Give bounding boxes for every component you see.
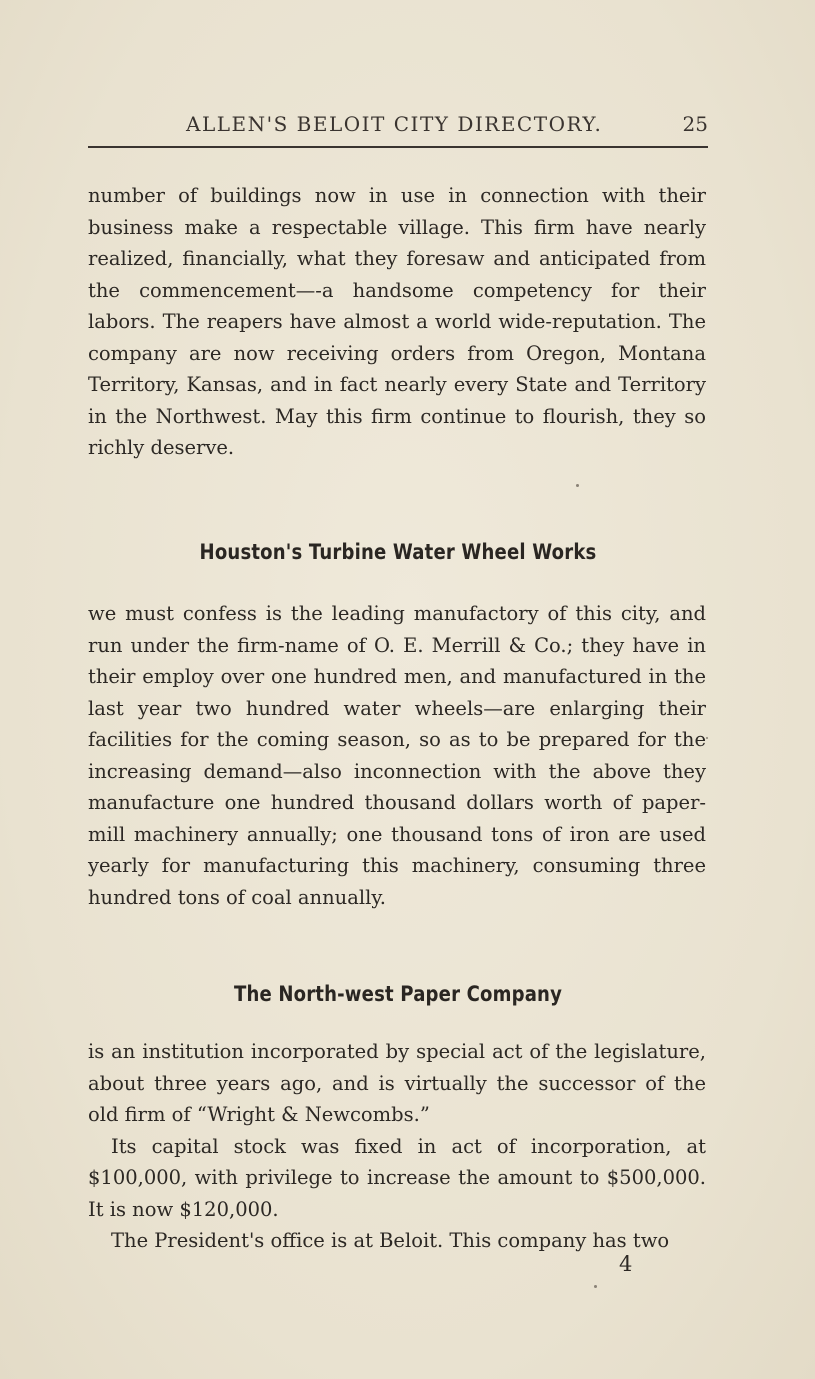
paper-company-heading: The North-west Paper Company [233, 982, 563, 1006]
paper-company-section [88, 1036, 706, 1257]
paper-paragraph-1: is an institution incorporated by special act of the legislature, about three years ago, and is virtually the successor of the old firm of “Wright & Newcombs.” [88, 1040, 706, 1126]
houston-paragraph: we must confess is the leading manufactory of this city, and run under the firm-name of O. E. Merrill & Co.; they have in their employ over one hundred men, and manufactured in the last year two hundred water wheels—are enlarging their facilities for the coming season, so as to be prepared for the increasing demand—also inconnection with the above they manufacture one hundred thousand dollars worth of paper-mill machinery annually; one thousand tons of iron are used yearly for manufacturing this machinery, consuming three hundred tons of coal annually. [88, 602, 706, 909]
page-number: 25 [682, 112, 708, 136]
signature-mark: 4 [619, 1252, 633, 1276]
houston-section [88, 598, 706, 913]
paper-paragraph-2: Its capital stock was fixed in act of incorporation, at $100,000, with privilege to increase the amount to $500,000. It is now $120,000. [88, 1134, 706, 1221]
running-head [88, 112, 708, 142]
running-title: ALLEN'S BELOIT CITY DIRECTORY. [186, 112, 603, 136]
paper-speck [706, 737, 708, 739]
paper-speck [594, 1285, 597, 1288]
header-rule [88, 146, 708, 148]
paper-paragraph-3: The President's office is at Beloit. This company has two [111, 1229, 670, 1252]
intro-section [88, 180, 706, 464]
intro-paragraph: number of buildings now in use in connection with their business make a respectable village. This firm have nearly realized, financially, what they foresaw and anticipated from the commencement—-a handsome competency for their labors. The reapers have almost a world wide-reputation. The company are now receiving orders from Oregon, Montana Territory, Kansas, and in fact nearly every State and Territory in the Northwest. May this firm continue to flourish, they so richly deserve. [88, 184, 706, 459]
houston-heading: Houston's Turbine Water Wheel Works [199, 540, 597, 564]
paper-speck [576, 484, 579, 487]
